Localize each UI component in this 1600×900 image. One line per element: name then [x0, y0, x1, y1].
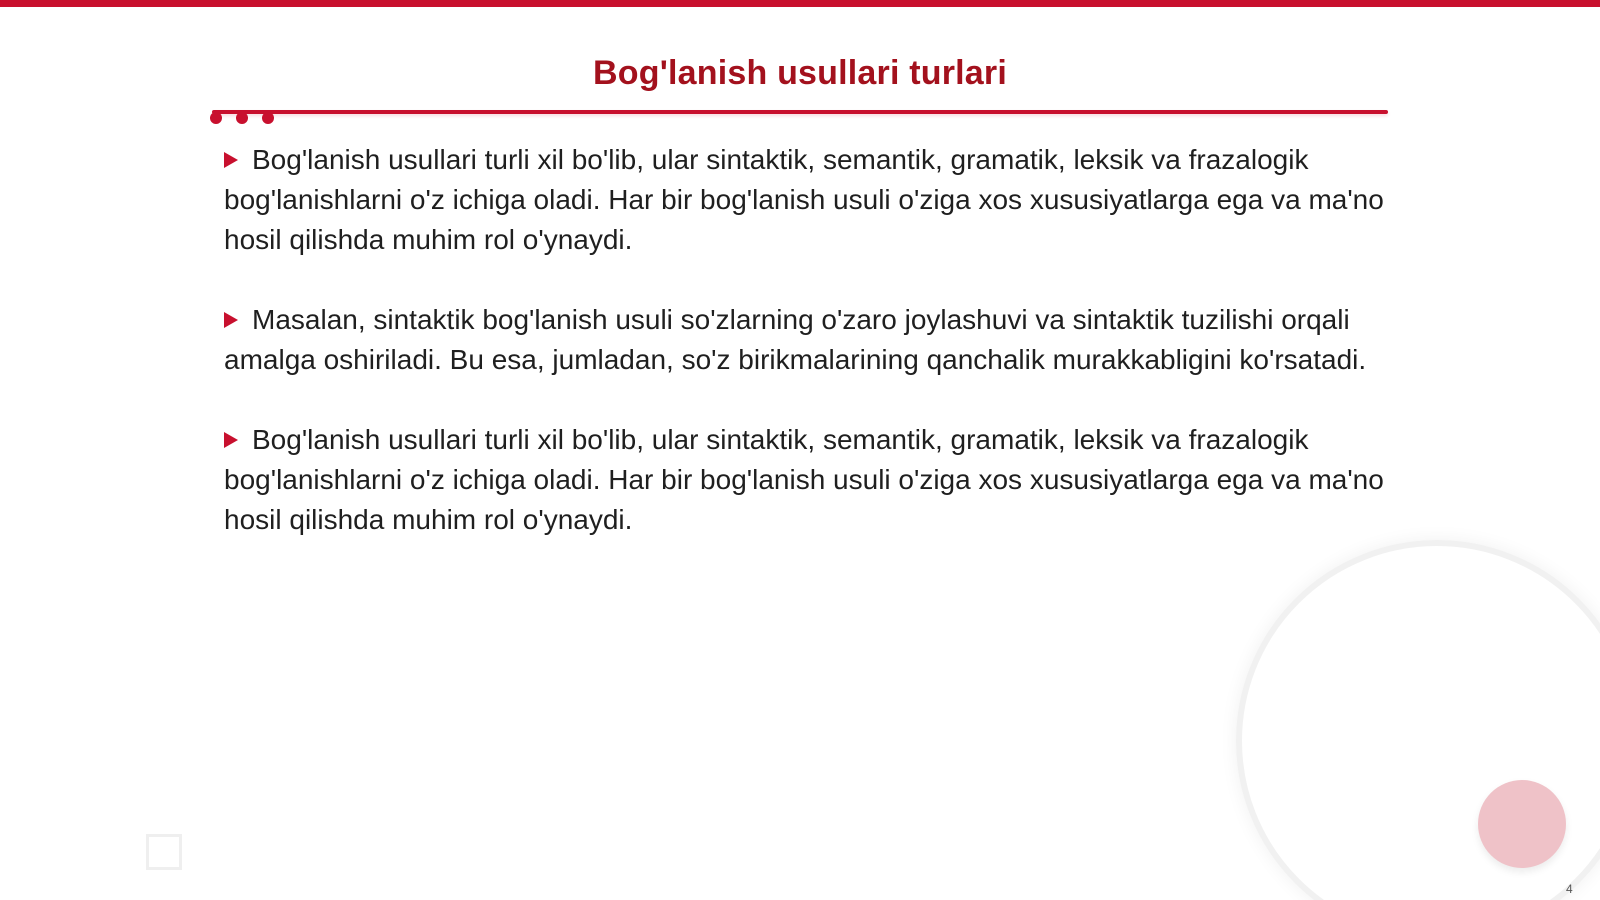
title-rule-dot-1	[210, 112, 222, 124]
slide-title: Bog'lanish usullari turlari	[593, 54, 1007, 92]
bullet-text: Masalan, sintaktik bog'lanish usuli so'zlarning o'zaro joylashuvi va sintaktik tuzilishi orqali amalga oshiriladi. Bu esa, jumladan, so'z birikmalarining qanchalik murakkabligini ko'rsatadi.	[224, 304, 1367, 375]
bullet-text: Bog'lanish usullari turli xil bo'lib, ular sintaktik, semantik, gramatik, leksik va frazalogik bog'lanishlarni o'z ichiga oladi. Har bir bog'lanish usuli o'ziga xos xususiyatlarga ega va ma'no hosil qilishda muhim rol o'ynaydi.	[224, 424, 1384, 535]
decorative-pink-circle	[1478, 780, 1566, 868]
title-underline	[212, 110, 1388, 114]
bullet-item	[224, 300, 1384, 380]
decorative-square	[146, 834, 182, 870]
triangle-arrow-right-icon	[224, 432, 238, 448]
title-rule-dot-2	[236, 112, 248, 124]
bullet-item	[224, 420, 1384, 540]
triangle-arrow-right-icon	[224, 152, 238, 168]
bullet-text: Bog'lanish usullari turli xil bo'lib, ular sintaktik, semantik, gramatik, leksik va frazalogik bog'lanishlarni o'z ichiga oladi. Har bir bog'lanish usuli o'ziga xos xususiyatlarga ega va ma'no hosil qilishda muhim rol o'ynaydi.	[224, 144, 1384, 255]
top-accent-bar	[0, 0, 1600, 7]
bullet-item	[224, 140, 1384, 260]
bullet-list	[224, 140, 1384, 580]
triangle-arrow-right-icon	[224, 312, 238, 328]
page-number: 4	[1566, 882, 1573, 896]
title-rule-dot-3	[262, 112, 274, 124]
